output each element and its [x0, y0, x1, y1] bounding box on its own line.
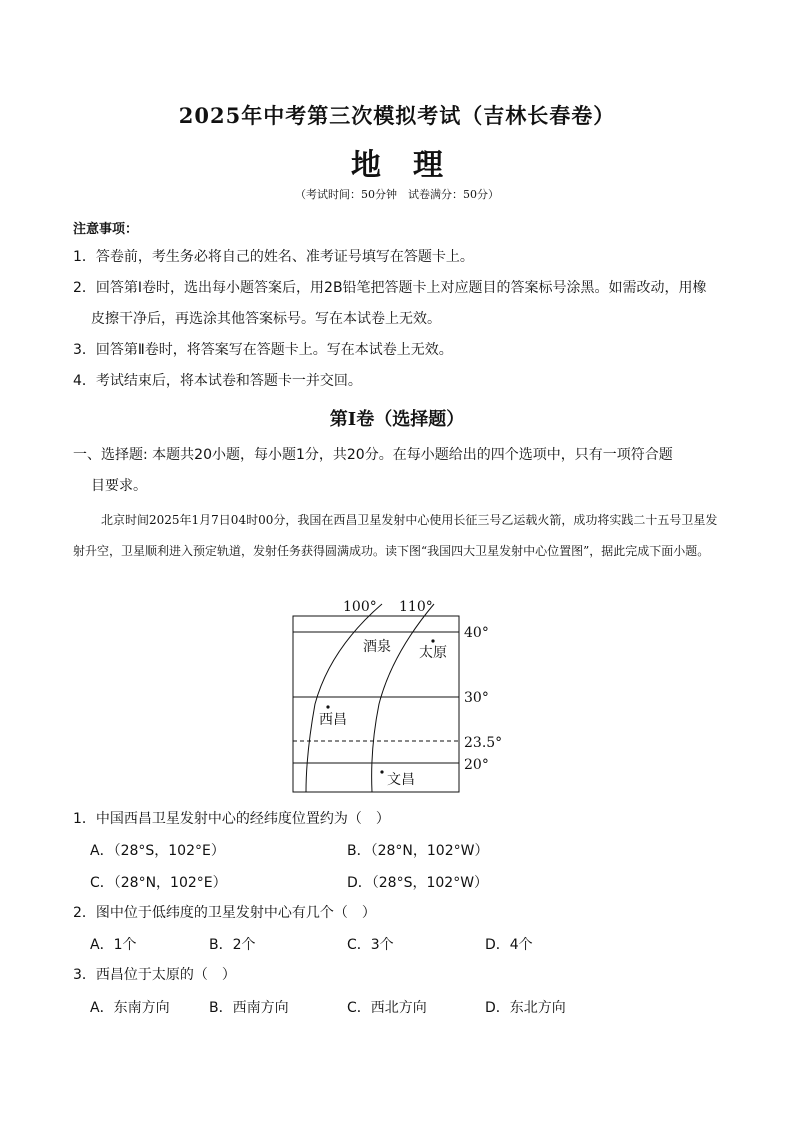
notice-item-2-cont: 皮擦干净后，再选涂其他答案标号。写在本试卷上无效。	[91, 311, 441, 327]
map-svg	[260, 594, 520, 804]
lat-label-40: 40°	[464, 625, 489, 641]
site-label-jiuquan: 酒泉	[363, 639, 391, 655]
question-3-option-a: A．东南方向	[90, 1000, 170, 1016]
question-1-stem: 1．中国西昌卫星发射中心的经纬度位置约为（ ）	[73, 811, 390, 827]
site-label-taiyuan: 太原	[419, 645, 447, 661]
lat-label-20: 20°	[464, 757, 489, 773]
part-intro-line-2: 目要求。	[91, 478, 147, 494]
site-label-wenchang: 文昌	[387, 772, 415, 788]
site-dot-taiyuan	[431, 639, 434, 642]
notice-item-1: 1．答卷前，考生务必将自己的姓名、准考证号填写在答题卡上。	[73, 249, 474, 265]
question-1-option-b: B．（28°N，102°W）	[347, 843, 489, 859]
question-2-option-b: B．2个	[209, 937, 256, 953]
part-intro	[73, 440, 723, 502]
notice-item-3: 3．回答第Ⅱ卷时，将答案写在答题卡上。写在本试卷上无效。	[73, 342, 453, 358]
subject-char-2: 理	[413, 148, 443, 183]
exam-info: （考试时间：50分钟 试卷满分：50分）	[295, 188, 499, 201]
passage: 北京时间2025年1月7日04时00分，我国在西昌卫星发射中心使用长征三号乙运载火箭，成功将实践二十五号卫星发射升空，卫星顺利进入预定轨道，发射任务获得圆满成功。读下图“我国四大卫星发射中心位置图”，据此完成下面小题。	[73, 513, 718, 558]
question-3-option-b: B．西南方向	[209, 1000, 289, 1016]
subject-char-1: 地	[351, 148, 381, 183]
notice-title: 注意事项：	[73, 222, 139, 237]
notice-item-2: 2．回答第Ⅰ卷时，选出每小题答案后，用2B铅笔把答题卡上对应题目的答案标号涂黑。如需改动，用橡	[73, 280, 707, 296]
question-3-option-d: D．东北方向	[485, 1000, 566, 1016]
exam-title: 2025年中考第三次模拟考试（吉林长春卷）	[178, 103, 616, 128]
launch-center-map	[260, 594, 520, 804]
question-1-option-c: C．（28°N，102°E）	[90, 875, 227, 891]
lon-label-110: 110°	[399, 599, 433, 615]
site-dot-xichang	[326, 705, 329, 708]
question-2-option-a: A．1个	[90, 937, 137, 953]
question-1-option-d: D．（28°S，102°W）	[347, 875, 489, 891]
lat-label-30: 30°	[464, 690, 489, 706]
notice-item-4: 4．考试结束后，将本试卷和答题卡一并交回。	[73, 373, 362, 389]
subject-title	[0, 140, 794, 184]
section-title: 第Ⅰ卷（选择题）	[329, 409, 465, 430]
question-2-stem: 2．图中位于低纬度的卫星发射中心有几个（ ）	[73, 905, 376, 921]
question-1-option-a: A．（28°S，102°E）	[90, 843, 225, 859]
lon-label-100: 100°	[343, 599, 377, 615]
lat-label-23-5: 23.5°	[464, 735, 503, 751]
question-2-option-d: D．4个	[485, 937, 533, 953]
part-intro-line-1: 一、选择题: 本题共20小题，每小题1分，共20分。在每小题给出的四个选项中，只有一项符合题	[73, 447, 673, 463]
site-dot-wenchang	[380, 770, 383, 773]
question-3-option-c: C．西北方向	[347, 1000, 427, 1016]
question-3-stem: 3．西昌位于太原的（ ）	[73, 967, 236, 983]
site-label-xichang: 西昌	[319, 712, 347, 728]
question-2-option-c: C．3个	[347, 937, 394, 953]
